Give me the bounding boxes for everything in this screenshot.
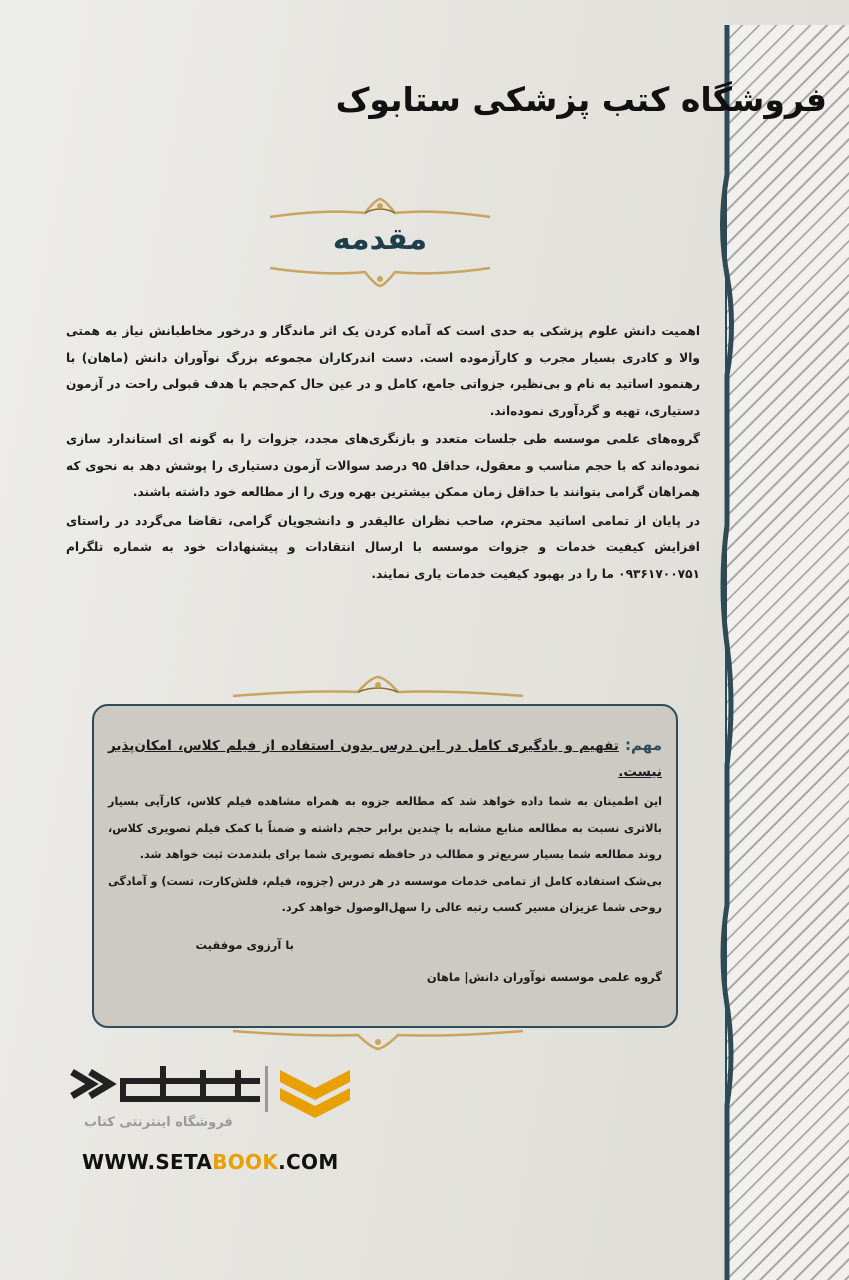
note-top-ornament xyxy=(228,674,528,706)
note-headline xyxy=(108,732,662,785)
sign-wish: با آرزوی موفقیت xyxy=(195,938,294,952)
intro-paragraph: گروه‌های علمی موسسه طی جلسات متعدد و بازنگری‌های مجدد، جزوات را به گونه ای استاندارد سازی نموده‌اند که با حجم مناسب و معقول، حداقل ۹۵ درصد سوالات آزمون دستیاری را پوشش دهد به نحوی که همراهان گرامی بتوانند با حداقل زمان ممکن بیشترین بهره وری را از مطالعه خود داشته باشند. xyxy=(66,432,700,499)
side-wave-ornament xyxy=(716,25,738,1280)
intro-paragraph: اهمیت دانش علوم پزشکی به حدی است که آماده کردن یک اثر ماندگار و درخور مخاطبانش نیاز به همتی والا و کادری بسیار مجرب و کارآزموده است. دست اندرکاران مجموعه بزرگ نوآوران دانش (ماهان) با رهنمود اساتید به نام و بی‌نظیر، جزواتی جامع، کامل و در عین حال کم‌حجم با هدف قبولی راحت در آزمون دستیاری، تهیه و گردآوری نموده‌اند. xyxy=(66,324,700,418)
note-bottom-ornament xyxy=(228,1025,528,1053)
store-header-title: فروشگاه کتب پزشکی ستابوک xyxy=(335,80,827,119)
note-paragraph: بی‌شک استفاده کامل از تمامی خدمات موسسه در هر درس (جزوه، فیلم، فلش‌کارت، تست) و آمادگی روحی شما عزیزان مسیر کسب رتبه عالی را سهل‌الوصول خواهد کرد. xyxy=(108,874,662,914)
heading-underline-ornament xyxy=(265,260,495,290)
important-note-box xyxy=(92,704,678,1028)
decorative-side-strip xyxy=(725,25,849,1280)
url-prefix: WWW.SETA xyxy=(82,1150,213,1174)
page-heading: مقدمه xyxy=(332,222,428,257)
note-label: مهم: xyxy=(625,736,662,754)
url-suffix: .COM xyxy=(278,1150,339,1174)
top-ornament xyxy=(265,195,495,225)
introduction-text xyxy=(66,318,700,589)
logo-subtitle: فروشگاه اینترنتی کتاب xyxy=(84,1115,233,1130)
note-headline-text: تفهیم و یادگیری کامل در این درس بدون استفاده از فیلم کلاس، امکان‌پذیر نیست. xyxy=(108,738,662,780)
sign-group: گروه علمی موسسه نوآوران دانش| ماهان xyxy=(426,970,662,984)
logo-mark-icon xyxy=(60,1060,380,1120)
intro-paragraph: در پایان از تمامی اساتید محترم، صاحب نظران عالیقدر و دانشجویان گرامی، تقاضا می‌گردد در راستای افزایش کیفیت خدمات و جزوات موسسه با ارسال انتقادات و پیشنهادات خود به شماره تلگرام ۰۹۳۶۱۷۰۰۷۵۱ ما را در بهبود کیفیت خدمات یاری نمایند. xyxy=(66,513,700,581)
note-paragraph: این اطمینان به شما داده خواهد شد که مطالعه جزوه به همراه مشاهده فیلم کلاس، کارآیی بسیار بالاتری نسبت به مطالعه منابع مشابه با چندین برابر حجم داشته و ضمناً با کمک فیلم تصویری کلاس، روند مطالعه شما بسیار سریع‌تر و مطالب در حافظه تصویری شما برای بلندمدت ثبت خواهد شد. xyxy=(108,795,662,861)
store-url xyxy=(82,1150,339,1174)
url-accent: BOOK xyxy=(212,1150,279,1174)
